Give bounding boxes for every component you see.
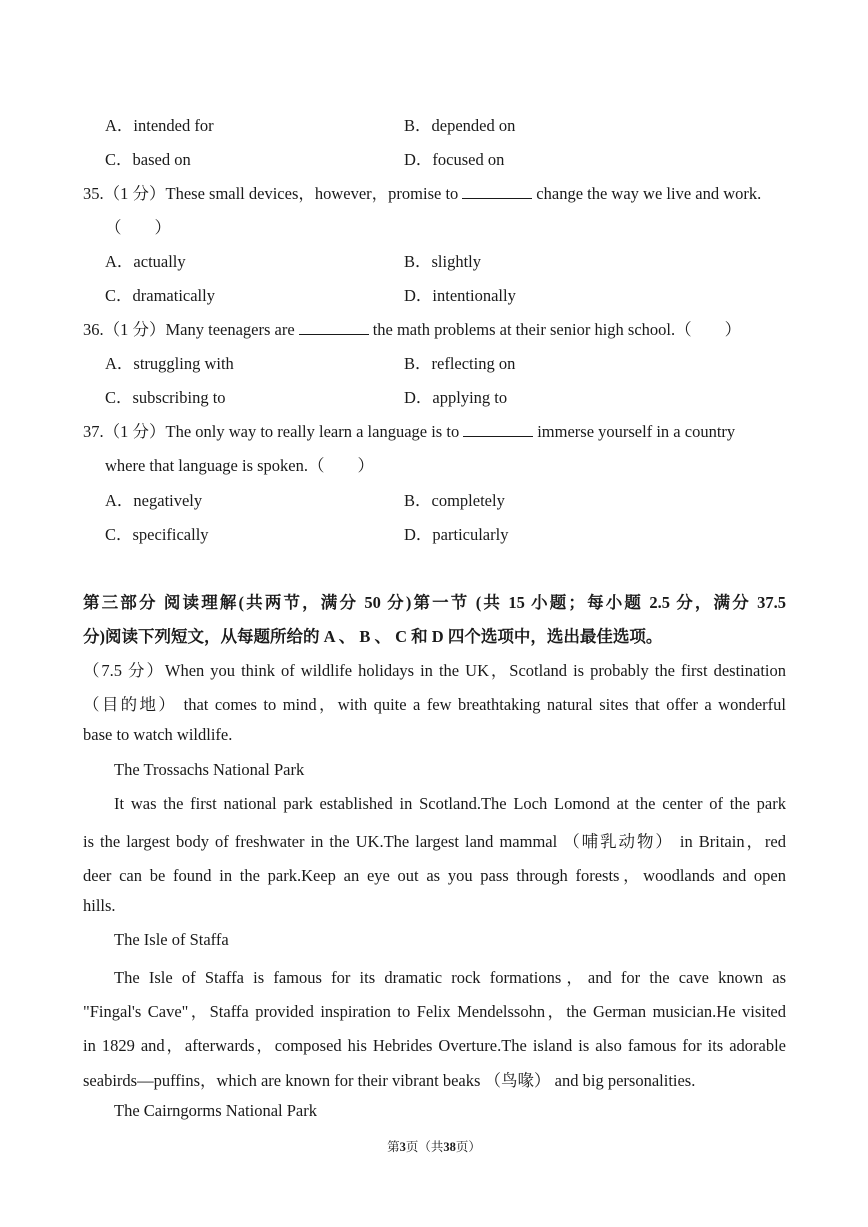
q36-option-a: A．struggling with [105, 354, 234, 373]
q36-option-d: D．applying to [404, 388, 508, 407]
q35-option-d: D．intentionally [404, 286, 516, 305]
q36-blank [299, 320, 369, 335]
passage-intro-line2: （目的地） that comes to mind，with quite a few breathtaking natural sites that offer a wonderful [83, 695, 786, 714]
staffa-line4: seabirds—puffins，which are known for their vibrant beaks （鸟喙） and big personalities. [83, 1071, 696, 1090]
q37-option-c: C．specifically [105, 525, 209, 544]
footer-total-pages: 38 [443, 1140, 456, 1154]
staffa-line1: The Isle of Staffa is famous for its dramatic rock formations，and for the cave known as [114, 968, 786, 987]
trossachs-title: The Trossachs National Park [114, 760, 305, 779]
staffa-title: The Isle of Staffa [114, 930, 229, 949]
trossachs-line2: is the largest body of freshwater in the UK.The largest land mammal （哺乳动物） in Britain，red [83, 832, 786, 851]
q35-blank [462, 184, 532, 199]
q37-blank [463, 422, 533, 437]
q34-option-b: B．depended on [404, 116, 516, 135]
q37-stem-after: immerse yourself in a country [537, 422, 736, 441]
footer-middle: 页（共 [405, 1140, 444, 1154]
trossachs-line1: It was the first national park established in Scotland.The Loch Lomond at the center of the park [114, 794, 786, 813]
q34-option-c: C．based on [105, 150, 191, 169]
q34-option-d: D．focused on [404, 150, 505, 169]
q36-stem-after: the math problems at their senior high school.（ ） [372, 320, 742, 339]
q37-option-d: D．particularly [404, 525, 509, 544]
trossachs-line4: hills. [83, 896, 116, 915]
staffa-line2: "Fingal's Cave"，Staffa provided inspiration to Felix Mendelssohn，the German musician.He visited [83, 1002, 786, 1021]
footer-suffix: 页） [455, 1140, 481, 1154]
q35-option-a: A．actually [105, 252, 186, 271]
trossachs-line3: deer can be found in the park.Keep an eye out as you pass through forests，woodlands and open [83, 866, 786, 885]
section3-heading-line2: 分)阅读下列短文，从每题所给的 A 、 B 、 C 和 D 四个选项中，选出最佳选项。 [83, 627, 663, 646]
footer-page-number: 3 [399, 1140, 406, 1154]
passage-intro-line1: （7.5 分）When you think of wildlife holidays in the UK，Scotland is probably the first destination [83, 661, 786, 680]
q37-option-a: A．negatively [105, 491, 203, 510]
passage-intro-line3: base to watch wildlife. [83, 725, 233, 744]
page-footer [0, 1137, 868, 1155]
q37-stem-before: 37.（1 分）The only way to really learn a language is to [83, 422, 460, 441]
section3-heading-line1: 第三部分 阅读理解(共两节，满分 50 分)第一节 (共 15 小题；每小题 2.5 分，满分 37.5 [83, 593, 786, 612]
q34-option-a: A．intended for [105, 116, 214, 135]
q35-option-b: B．slightly [404, 252, 482, 271]
q35-stem [83, 180, 761, 204]
q35-answer-paren: （ ） [105, 218, 171, 237]
q36-stem-before: 36.（1 分）Many teenagers are [83, 320, 295, 339]
staffa-line3: in 1829 and，afterwards，composed his Hebrides Overture.The island is also famous for its adorable [83, 1036, 786, 1055]
q35-option-c: C．dramatically [105, 286, 215, 305]
q35-stem-after: change the way we live and work. [536, 184, 762, 203]
cairngorms-title: The Cairngorms National Park [114, 1101, 317, 1120]
q37-stem [83, 418, 735, 442]
q37-option-b: B．completely [404, 491, 505, 510]
q36-option-b: B．reflecting on [404, 354, 516, 373]
footer-prefix: 第 [387, 1140, 400, 1154]
q35-stem-before: 35.（1 分）These small devices，however，promise to [83, 184, 459, 203]
q36-stem [83, 316, 741, 340]
q36-option-c: C．subscribing to [105, 388, 226, 407]
q37-stem-line2: where that language is spoken.（ ） [105, 456, 374, 475]
